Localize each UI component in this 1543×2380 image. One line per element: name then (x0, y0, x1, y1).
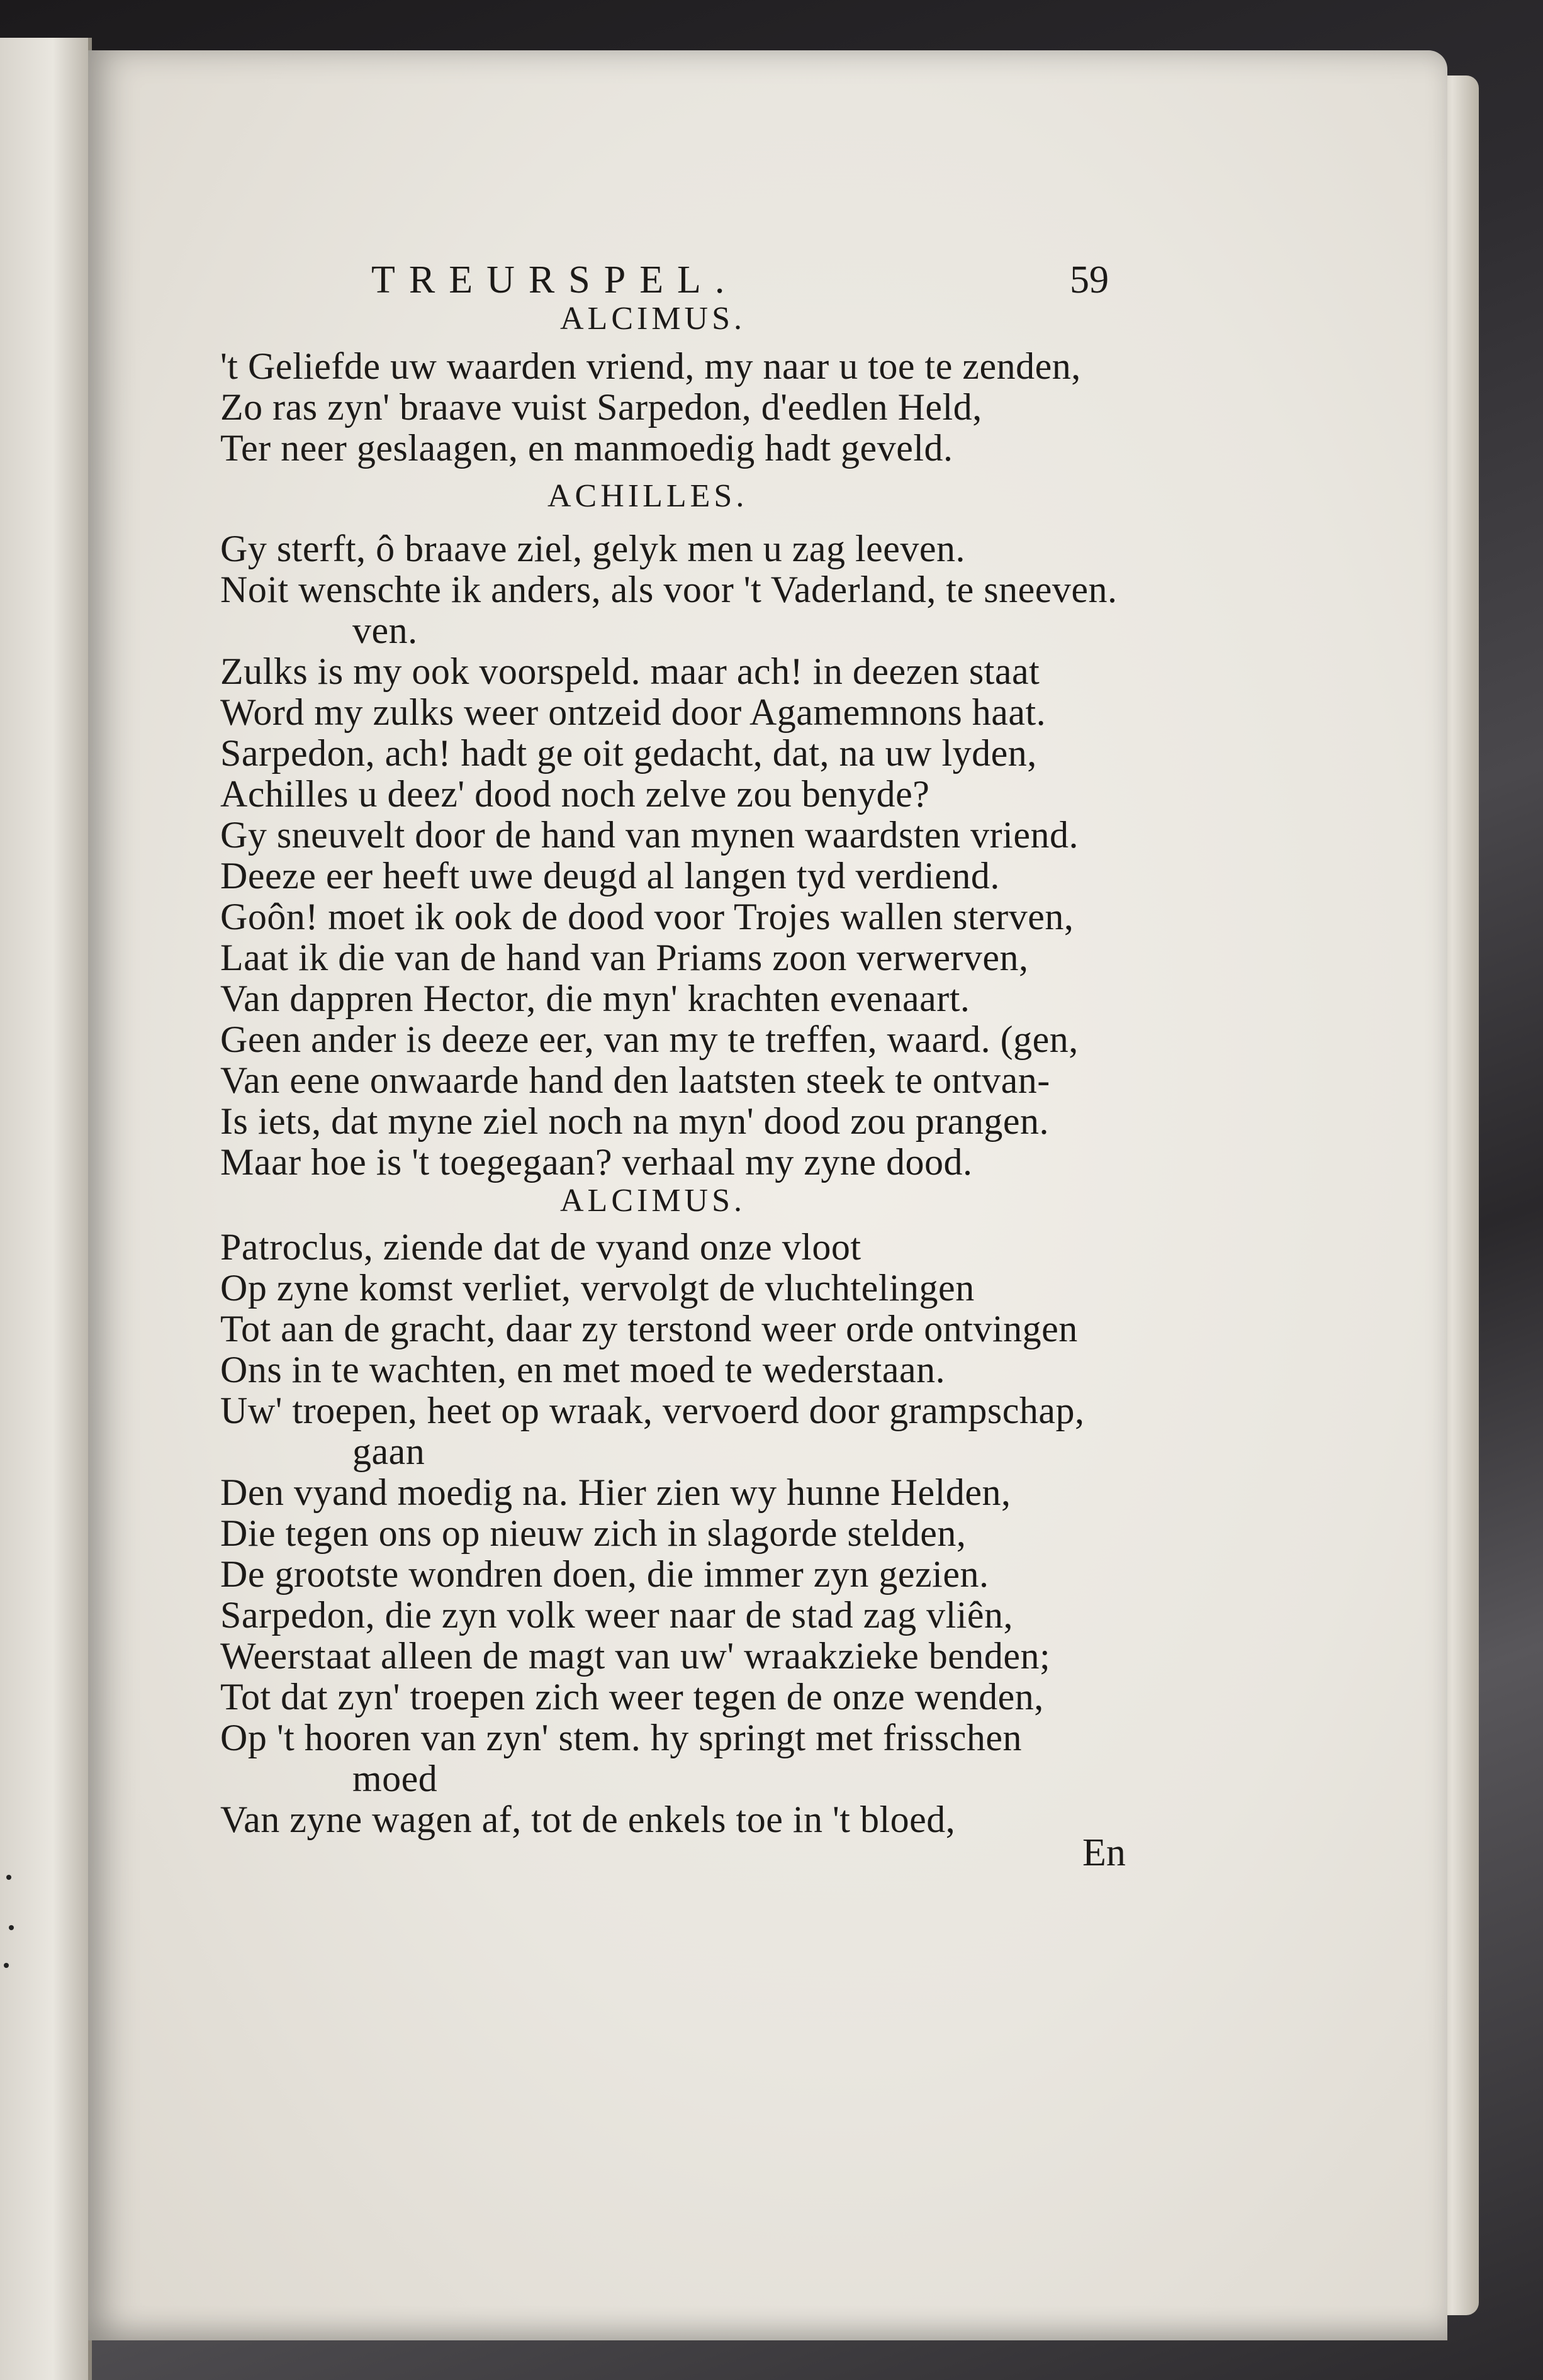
verse-line: Is iets, dat myne ziel noch na myn' dood zou prangen. (220, 1100, 1049, 1142)
page-number: 59 (1070, 259, 1109, 301)
verse-line: Sarpedon, die zyn volk weer naar de stad zag vliên, (220, 1594, 1014, 1636)
verse-line: Van eene onwaarde hand den laatsten steek te ontvan- (220, 1059, 1050, 1101)
verse-line: Patroclus, ziende dat de vyand onze vloot (220, 1226, 861, 1268)
verse-line: Tot dat zyn' troepen zich weer tegen de onze wenden, (220, 1676, 1044, 1718)
verse-line: Den vyand moedig na. Hier zien wy hunne Helden, (220, 1472, 1011, 1513)
verse-line: Laat ik die van de hand van Priams zoon verwerven, (220, 937, 1029, 978)
verse-line: Gy sterft, ô braave ziel, gelyk men u zag leeven. (220, 528, 966, 569)
verse-line: Tot aan de gracht, daar zy terstond weer orde ontvingen (220, 1308, 1078, 1349)
verse-line: Goôn! moet ik ook de dood voor Trojes wallen sterven, (220, 896, 1074, 937)
verse-line: Weerstaat alleen de magt van uw' wraakzieke benden; (220, 1635, 1051, 1677)
verse-line: Van dappren Hector, die myn' krachten evenaart. (220, 978, 970, 1019)
verse-line: Van zyne wagen af, tot de enkels toe in 't bloed, (220, 1799, 956, 1840)
verse-line: De grootste wondren doen, die immer zyn gezien. (220, 1553, 989, 1595)
verse-line: Word my zulks weer ontzeid door Agamemnons haat. (220, 691, 1046, 733)
verse-line: Maar hoe is 't toegegaan? verhaal my zyne dood. (220, 1141, 973, 1183)
speaker-heading: ALCIMUS. (560, 301, 746, 337)
verse-line: 't Geliefde uw waarden vriend, my naar u toe te zenden, (220, 345, 1081, 387)
catchword: En (1082, 1831, 1126, 1874)
verse-line: Noit wenschte ik anders, als voor 't Vaderland, te sneeven. (220, 569, 1118, 610)
verse-line: Die tegen ons op nieuw zich in slagorde stelden, (220, 1512, 967, 1554)
verse-line: Uw' troepen, heet op wraak, vervoerd door grampschap, (220, 1390, 1085, 1431)
verse-line: Ter neer geslaagen, en manmoedig hadt geveld. (220, 427, 953, 469)
verse-line: Geen ander is deeze eer, van my te treffen, waard. (gen, (220, 1019, 1079, 1060)
verse-line: Gy sneuvelt door de hand van mynen waardsten vriend. (220, 814, 1079, 856)
speaker-heading: ALCIMUS. (560, 1183, 746, 1219)
verse-line: Zulks is my ook voorspeld. maar ach! in deezen staat (220, 651, 1040, 692)
verse-line: Op 't hooren van zyn' stem. hy springt met frisschen (220, 1717, 1023, 1758)
verse-line: Sarpedon, ach! hadt ge oit gedacht, dat, na uw lyden, (220, 732, 1037, 774)
verse-turnover: gaan (352, 1431, 425, 1472)
verse-turnover: moed (352, 1758, 438, 1799)
speaker-heading: ACHILLES. (547, 478, 748, 514)
verse-line: Achilles u deez' dood noch zelve zou benyde? (220, 773, 930, 815)
verse-line: Deeze eer heeft uwe deugd al langen tyd verdiend. (220, 855, 1000, 897)
running-head: TREURSPEL. (371, 259, 739, 301)
verse-line: Zo ras zyn' braave vuist Sarpedon, d'eedlen Held, (220, 386, 982, 428)
verse-line: Ons in te wachten, en met moed te wederstaan. (220, 1349, 946, 1390)
verse-turnover: ven. (352, 610, 418, 651)
verse-line: Op zyne komst verliet, vervolgt de vluchtelingen (220, 1267, 975, 1309)
